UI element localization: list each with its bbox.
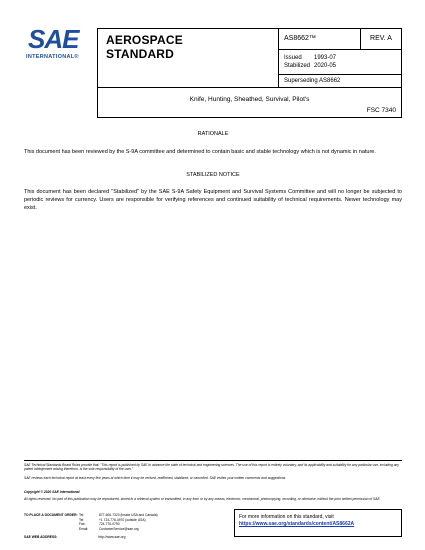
web-address-label: SAE WEB ADDRESS: (24, 535, 58, 539)
issued-row (284, 54, 396, 62)
document-title: Knife, Hunting, Sheathed, Survival, Pilot's (189, 96, 310, 103)
revision-label: REV. A (361, 28, 402, 50)
footer-divider (24, 460, 402, 461)
stabilized-notice-heading: STABILIZED NOTICE (186, 172, 240, 178)
stabilized-notice-text: This document has been declared "Stabilized" by the SAE S-9A Safety Equipment and Survival Systems Committee and will no longer be subjected to periodic reviews for currency. Users are responsible for verifying references and continued suitability of technical requirements. Newer technology may exist. (24, 189, 402, 211)
stabilized-value: 2020-05 (314, 63, 337, 69)
subject-box (97, 88, 402, 118)
web-address-link[interactable]: http://www.sae.org (98, 535, 126, 539)
logo-subtitle: INTERNATIONAL® (26, 54, 79, 60)
stabilized-row (284, 62, 396, 70)
more-info-text: For more information on this standard, visit (239, 514, 334, 520)
document-number: AS8662™ (279, 28, 361, 50)
more-info-box (234, 509, 402, 537)
footer-review: SAE reviews each technical report at least every five years at which time it may be revised, reaffirmed, stabilized, or cancelled. SAE invites your written comments and suggestions. (24, 476, 287, 480)
web-address-row (24, 535, 125, 539)
phone-international: +1 724-776-4970 (outside USA) (99, 517, 146, 522)
standard-type-line2: STANDARD (106, 47, 175, 61)
sae-logo (24, 24, 88, 64)
fsc-code: FSC 7340 (366, 107, 396, 114)
footer-rights: All rights reserved. No part of this publication may be reproduced, stored in a retrieval system or transmitted, in any form or by any means, electronic, mechanical, photocopying, recording, or otherwise, without the prior written permission of SAE. (24, 497, 381, 501)
fax-number: 724-776-0790 (99, 522, 120, 526)
phone-domestic: 877-606-7323 (inside USA and Canada) (99, 513, 158, 517)
order-label: TO PLACE A DOCUMENT ORDER: (24, 513, 78, 517)
logo-brand: SAE (28, 24, 79, 54)
stabilized-label: Stabilized (284, 63, 311, 69)
issued-label: Issued (284, 55, 302, 61)
standard-type-box (97, 28, 279, 88)
issued-value: 1993-07 (314, 55, 337, 61)
date-block (279, 50, 402, 74)
footer-policy: SAE Technical Standards Board Rules provide that: "This report is published by SAE to advance the state of technical and engineering sciences. The use of this report is entirely voluntary, and its applicability and suitability for any particular use, including any patent infringement arising therefrom, is the sole responsibility of the user." (24, 463, 400, 472)
standard-type-line1: AEROSPACE (106, 33, 183, 47)
order-contacts: TO PLACE A DOCUMENT ORDER: Tel: 877-606-7323 (inside USA and Canada) Tel: +1 724-776-4970 (outside USA) Fax: 724-776-0790 Email: CustomerService@sae.org (24, 513, 229, 531)
rationale-text: This document has been reviewed by the S-9A committee and determined to contain basic and stable technology which is not dynamic in nature. (24, 149, 376, 155)
footer-copyright: Copyright © 2020 SAE International (24, 490, 80, 494)
rationale-heading: RATIONALE (197, 131, 229, 137)
email-address[interactable]: CustomerService@sae.org (99, 526, 139, 531)
superseding-note: Superseding AS8662 (279, 74, 402, 88)
standard-link[interactable]: https://www.sae.org/standards/content/AS8662A (239, 521, 355, 527)
